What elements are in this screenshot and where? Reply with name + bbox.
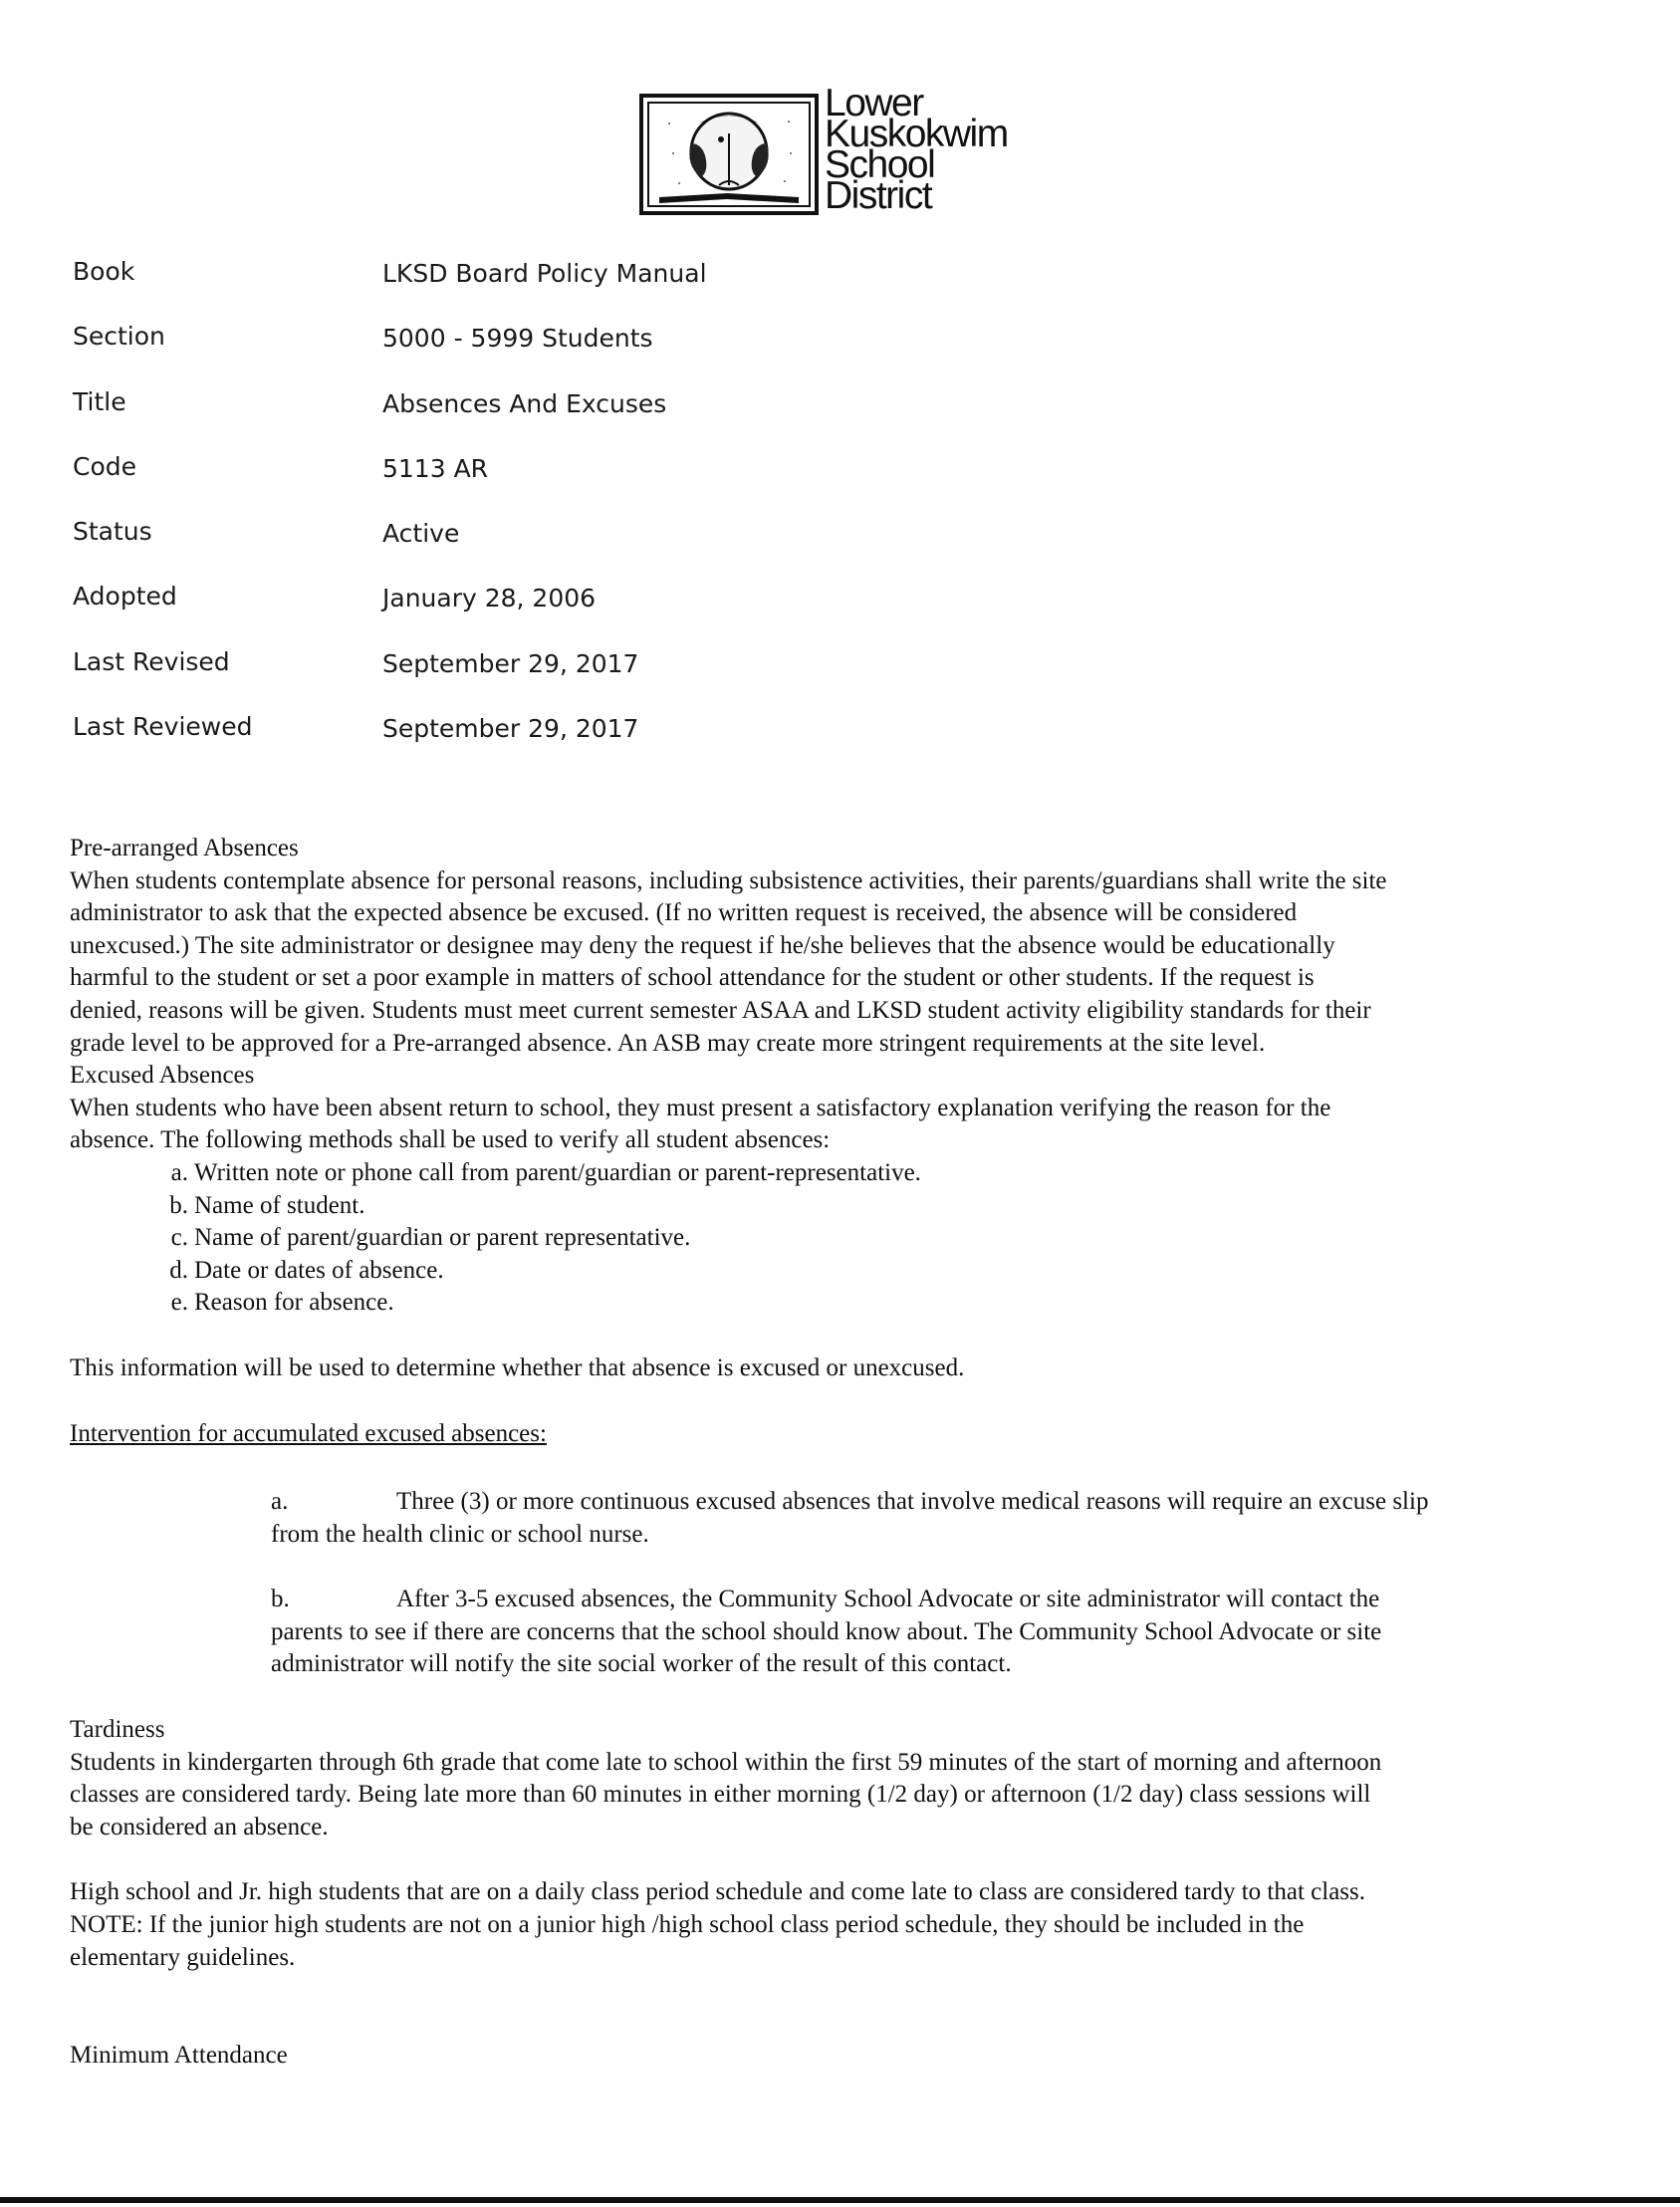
paragraph-line: administrator to ask that the expected absence be excused. (If no written request is received, the absence will be considered — [70, 899, 1298, 927]
meta-label: Last Reviewed — [73, 712, 253, 742]
list-letter: b. — [271, 1586, 290, 1613]
list-item — [70, 1222, 1623, 1255]
logo-line-1: Lower — [825, 82, 923, 124]
list-text: Written note or phone call from parent/guardian or parent-representative. — [194, 1158, 921, 1186]
verification-list — [70, 1157, 1623, 1320]
list-letter: a. — [170, 1158, 188, 1186]
paragraph-line: When students who have been absent return to school, they must present a satisfactory explanation verifying the reason for the — [70, 1094, 1331, 1121]
district-logo — [639, 82, 1068, 219]
page-bottom-rule — [0, 2197, 1680, 2203]
meta-label: Last Revised — [73, 646, 230, 676]
list-text: Name of student. — [194, 1191, 365, 1219]
paragraph-line: classes are considered tardy. Being late more than 60 minutes in either morning (1/2 day) or afternoon (1/2 day) class sessions will — [70, 1781, 1371, 1809]
list-letter: e. — [170, 1289, 188, 1317]
logo-line-2: Kuskokwim — [825, 113, 1008, 155]
paragraph-line: unexcused.) The site administrator or designee may deny the request if he/she believes that the absence would be educationally — [70, 931, 1335, 959]
meta-value: Absences And Excuses — [382, 388, 667, 418]
paragraph-line: harmful to the student or set a poor example in matters of school attendance for the student or other students. If the request is — [70, 964, 1315, 992]
intervention-text: Three (3) or more continuous excused absences that involve medical reasons will require an excuse slip — [396, 1488, 1429, 1516]
list-text: Date or dates of absence. — [194, 1256, 444, 1284]
intervention-text: After 3-5 excused absences, the Community School Advocate or site administrator will contact the — [396, 1586, 1380, 1613]
meta-label: Title — [73, 386, 126, 416]
paragraph-line: Students in kindergarten through 6th grade that come late to school within the first 59 minutes of the start of morning and afternoon — [70, 1748, 1382, 1776]
district-name — [825, 82, 1008, 217]
paragraph-line: elementary guidelines. — [70, 1943, 296, 1971]
intervention-text: from the health clinic or school nurse. — [271, 1520, 649, 1548]
list-letter: a. — [271, 1488, 289, 1516]
section-heading-tardiness: Tardiness — [70, 1716, 165, 1744]
meta-label: Status — [73, 517, 152, 547]
list-item — [70, 1190, 1623, 1223]
meta-label: Book — [73, 257, 135, 286]
intervention-item-b — [271, 1584, 1585, 1681]
excused-closing-sentence: This information will be used to determine whether that absence is excused or unexcused. — [70, 1353, 965, 1381]
intervention-item-a — [271, 1486, 1585, 1551]
list-item — [70, 1157, 1623, 1190]
list-letter: b. — [169, 1191, 188, 1219]
paragraph-line: High school and Jr. high students that are on a daily class period schedule and come late to class are considered tardy to that class. — [70, 1878, 1366, 1906]
paragraph-line: grade level to be approved for a Pre-arranged absence. An ASB may create more stringent requirements at the site level. — [70, 1029, 1266, 1057]
paragraph-line: NOTE: If the junior high students are not on a junior high /high school class period schedule, they should be included in the — [70, 1911, 1305, 1939]
list-item — [70, 1255, 1623, 1288]
intervention-text: parents to see if there are concerns that the school should know about. The Community School Advocate or site — [271, 1617, 1382, 1645]
section-heading-intervention: Intervention for accumulated excused absences: — [70, 1419, 547, 1447]
meta-value: LKSD Board Policy Manual — [382, 259, 707, 288]
meta-value: September 29, 2017 — [382, 714, 639, 744]
logo-line-4: District — [825, 174, 932, 217]
list-letter: d. — [169, 1256, 188, 1284]
paragraph-line: When students contemplate absence for personal reasons, including subsistence activities, their parents/guardians shall write the site — [70, 866, 1387, 894]
section-heading-prearranged: Pre-arranged Absences — [70, 835, 299, 861]
list-letter: c. — [170, 1224, 188, 1252]
meta-value: September 29, 2017 — [382, 648, 639, 678]
policy-body — [70, 833, 1623, 2073]
paragraph-line: denied, reasons will be given. Students must meet current semester ASAA and LKSD student activity eligibility standards for their — [70, 996, 1371, 1024]
list-text: Name of parent/guardian or parent representative. — [194, 1224, 691, 1252]
district-emblem-icon — [639, 94, 819, 215]
meta-value: Active — [382, 519, 460, 549]
excused-paragraph — [70, 1093, 1623, 1157]
tardiness-paragraph-2 — [70, 1876, 1623, 1974]
paragraph-line: absence. The following methods shall be used to verify all student absences: — [70, 1126, 831, 1154]
list-item — [70, 1287, 1623, 1320]
meta-label: Code — [73, 451, 137, 481]
intervention-list — [271, 1486, 1585, 1681]
meta-value: January 28, 2006 — [382, 584, 597, 613]
meta-label: Adopted — [73, 582, 177, 612]
meta-value: 5113 AR — [382, 453, 489, 483]
paragraph-line: be considered an absence. — [70, 1813, 329, 1840]
logo-line-3: School — [825, 143, 935, 186]
list-text: Reason for absence. — [194, 1289, 394, 1317]
meta-value: 5000 - 5999 Students — [382, 324, 653, 354]
intervention-text: administrator will notify the site social worker of the result of this contact. — [271, 1650, 1012, 1678]
tardiness-paragraph-1 — [70, 1747, 1623, 1844]
section-heading-excused: Excused Absences — [70, 1062, 255, 1090]
prearranged-paragraph — [70, 865, 1623, 1061]
section-heading-minimum-attendance: Minimum Attendance — [70, 2042, 288, 2070]
meta-label: Section — [73, 322, 165, 352]
